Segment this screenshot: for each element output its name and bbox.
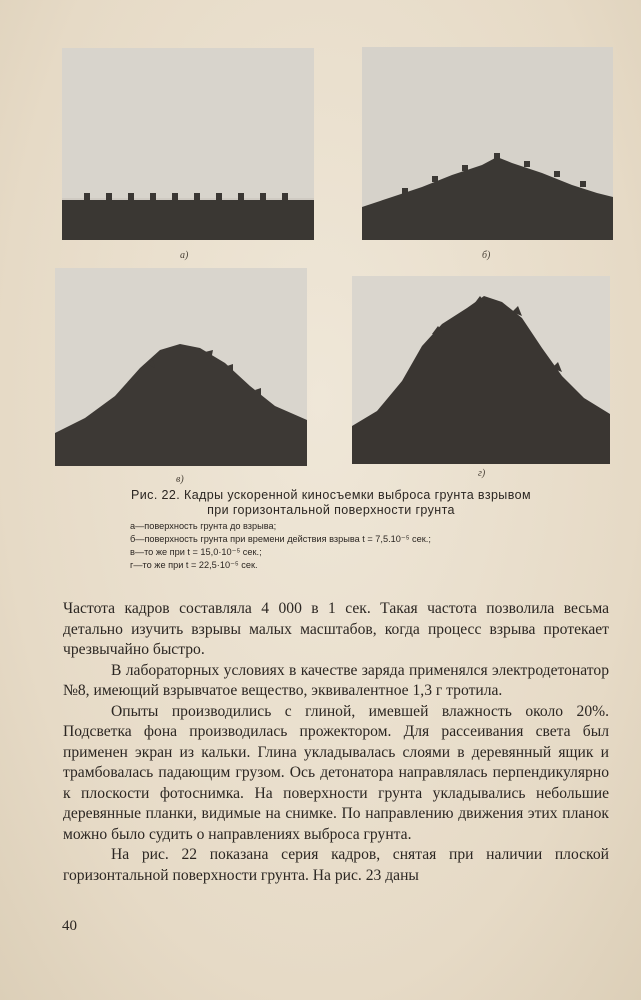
figure-legend — [130, 520, 600, 572]
page-number: 40 — [62, 918, 77, 934]
paragraph-4: На рис. 22 показана серия кадров, снятая при наличии плоской горизонтальной поверхности грунта. На рис. 23 даны — [63, 846, 609, 884]
photo-frame-d — [352, 276, 610, 464]
photo-frame-c — [55, 268, 307, 466]
legend-item-a: а—поверхность грунта до взрыва; — [130, 521, 277, 531]
frame-label-a: а) — [180, 250, 189, 261]
legend-item-c: в—то же при t = 15,0·10⁻⁵ сек.; — [130, 547, 262, 557]
legend-item-d: г—то же при t = 22,5·10⁻⁵ сек. — [130, 560, 258, 570]
photo-frame-a — [62, 48, 314, 240]
paragraph-3: Опыты производились с глиной, имевшей влажность около 20%. Подсветка фона производилась прожектором. Для рассеивания света был применен экран из кальки. Глина укладывалась слоями в деревянный ящик и трамбовалась падающим грузом. Ось детонатора направлялась перпендикулярно к плоскости фотоснимка. На поверхности грунта укладывались небольшие деревянные планки, видимые на снимке. По направлению движения этих планок можно было судить о направлениях выброса грунта. — [63, 702, 609, 843]
figure-caption — [96, 488, 566, 518]
caption-line-2: при горизонтальной поверхности грунта — [207, 503, 455, 517]
body-text — [63, 599, 609, 886]
caption-line-1: Рис. 22. Кадры ускоренной киносъемки выброса грунта взрывом — [131, 488, 531, 502]
legend-item-b: б—поверхность грунта при времени действия взрыва t = 7,5.10⁻⁵ сек.; — [130, 534, 431, 544]
paragraph-1: Частота кадров составляла 4 000 в 1 сек. Такая частота позволила весьма детально изучить взрывы малых масштабов, когда процесс взрыва протекает чрезвычайно быстро. — [63, 600, 609, 658]
frame-label-b: б) — [482, 250, 491, 261]
frame-label-c: в) — [176, 474, 184, 485]
photo-frame-b — [362, 47, 613, 240]
paragraph-2: В лабораторных условиях в качестве заряда применялся электродетонатор №8, имеющий взрывчатое вещество, эквивалентное 1,3 г тротила. — [63, 661, 609, 699]
frame-label-d: г) — [478, 468, 486, 479]
